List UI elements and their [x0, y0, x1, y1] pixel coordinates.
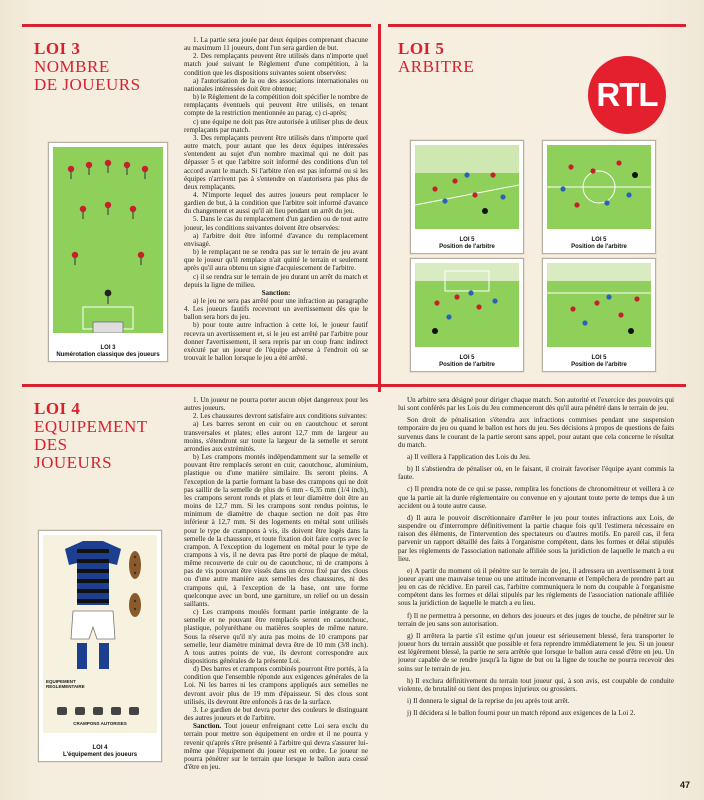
- paragraph: c) Il prendra note de ce qui se passe, remplira les fonctions de chronométreur et veillera à ce que la partie ait la durée réglementaire ou convenue en y ajoutant toute perte de temps due à un accident ou à toute autre cause.: [398, 485, 674, 510]
- referee-graphic-3: [415, 263, 519, 347]
- loi3-formation-card: [48, 142, 168, 362]
- loi3-number: LOI 3: [34, 39, 81, 58]
- middle-divider: [22, 384, 686, 387]
- caption-title: LOI 5: [591, 237, 607, 243]
- referee-graphic-2: [547, 145, 651, 229]
- paragraph: b) Il s'abstiendra de pénaliser où, en le faisant, il croirait favoriser l'équipe ayant commis la faute.: [398, 465, 674, 482]
- paragraph: c) il se rendra sur le terrain de jeu durant un arrêt du match et depuis la ligne de milieu.: [184, 272, 368, 289]
- loi4-title-line3: JOUEURS: [34, 452, 113, 472]
- caption-text: Position de l'arbitre: [439, 362, 495, 368]
- loi5-card-2-caption: [545, 237, 653, 251]
- rtl-logo: [588, 56, 666, 134]
- formation-illustration: [53, 147, 163, 333]
- paragraph: a) l'autorisation de la ou des associations internationales ou nationales intéressées doit être obtenue;: [184, 76, 368, 93]
- loi4-number: LOI 4: [34, 399, 81, 418]
- loi5-card-2: [542, 140, 656, 254]
- paragraph: h) Il exclura définitivement du terrain tout joueur qui, à son avis, est coupable de conduite violente, de brutalité ou tient des propos injurieux ou grossiers.: [398, 676, 674, 693]
- loi5-card-4-caption: [545, 355, 653, 369]
- referee-position-illustration: [415, 145, 519, 229]
- paragraph: j) Il décidera si le ballon fourni pour un match répond aux exigences de la Loi 2.: [407, 709, 636, 718]
- paragraph: 1. La partie sera jouée par deux équipes comprenant chacune au maximum 11 joueurs, dont l'un sera gardien de but.: [184, 36, 368, 53]
- caption-text: Position de l'arbitre: [439, 244, 495, 250]
- loi4-title-line1: EQUIPEMENT: [34, 416, 148, 436]
- top-divider-left: [22, 24, 371, 27]
- loi4-card-caption-text: L'équipement des joueurs: [62, 752, 138, 758]
- caption-text: Position de l'arbitre: [571, 362, 627, 368]
- paragraph: a) Il veillera à l'application des Lois du Jeu.: [407, 452, 531, 461]
- page-number: 47: [679, 780, 690, 790]
- paragraph: d) Il aura le pouvoir discrétionnaire d'arrêter le jeu pour toutes infractions aux Lois, de suspendre ou d'interrompre définitivement la partie chaque fois qu'il l'estimera nécessaire en raison des éléments, de l'intervention des spectateurs ou d'autres motifs. En pareil cas, il fera parvenir un rapport détaillé des faits à l'organisme compétent, dans les formes et délai stipulés par les règlements de l'association nationale affiliée sous la juridiction de laquelle le match a eu lieu.: [398, 513, 674, 563]
- loi4-equipment-card: [38, 530, 162, 762]
- loi3-text: [184, 36, 368, 380]
- loi4-text: [184, 396, 368, 772]
- referee-position-illustration: [547, 145, 651, 229]
- paragraph: 1. Un joueur ne pourra porter aucun objet dangereux pour les autres joueurs.: [184, 396, 368, 413]
- rtl-logo-text: RTL: [596, 76, 658, 113]
- caption-text: Position de l'arbitre: [571, 244, 627, 250]
- vertical-divider: [378, 24, 381, 392]
- formation-graphic: [53, 147, 163, 333]
- loi5-title: ARBITRE: [398, 56, 475, 76]
- loi5-number: LOI 5: [398, 39, 445, 58]
- paragraph: b) le Règlement de la compétition doit spécifier le nombre de remplaçants éventuels qui peuvent être utilisés, en tenant compte de la restriction mentionnée au parag. c) ci-après;: [184, 93, 368, 118]
- loi5-card-3: [410, 258, 524, 372]
- loi5-card-1-caption: [413, 237, 521, 251]
- paragraph: b) pour toute autre infraction à cette loi, le joueur fautif recevra un avertissement et, si le jeu est arrêté par l'arbitre pour donner l'avertissement, il sera repris par un coup franc indirect exécuté par un joueur de l'équipe adverse à l'endroit où se trouvait le ballon lorsque le jeu a été arrêté.: [184, 321, 368, 363]
- top-divider-right: [388, 24, 686, 27]
- paragraph: a) Les barres seront en cuir ou en caoutchouc et seront transversales et plates; elles auront 12,7 mm de largeur au moins, s'étendront sur toute la largeur de la semelle et seront arrondies aux extrémités.: [184, 420, 368, 453]
- caption-title: LOI 5: [459, 355, 475, 361]
- equipment-graphic: [43, 535, 157, 733]
- loi3-title-line2: DE JOUEURS: [34, 74, 141, 94]
- loi3-heading: [34, 40, 141, 94]
- paragraph: e) A partir du moment où il pénètre sur le terrain de jeu, il adressera un avertissement à tout joueur ayant une mauvaise tenue ou une attitude inconvenante et l'empêchera de prendre part au jeu en cas de récidive. En pareil cas, l'arbitre communiquera le nom du coupable à l'organisme compétent dans les formes et délai stipulés par les règlements de l'association nationale affiliée sous la juridiction de laquelle le match a eu lieu.: [398, 566, 674, 608]
- paragraph: 3. Le gardien de but devra porter des couleurs le distinguant des autres joueurs et de l'arbitre.: [184, 705, 368, 723]
- loi5-text: [398, 396, 674, 768]
- loi4-title-line2: DES: [34, 434, 68, 454]
- paragraph: i) Il donnera le signal de la reprise du jeu après tout arrêt.: [407, 697, 570, 705]
- paragraph: c) une équipe ne doit pas être autorisée à utiliser plus de deux remplaçants par match.: [184, 117, 368, 134]
- equipment-illustration: [43, 535, 157, 733]
- paragraph: 4. N'importe lequel des autres joueurs peut remplacer le gardien de but, à la condition que l'arbitre soit informé d'avance du changement et aussi qu'il ait lieu pendant un arrêt du jeu.: [184, 190, 368, 216]
- loi5-card-1: [410, 140, 524, 254]
- crampons-label: CRAMPONS AUTORISES: [73, 721, 127, 726]
- loi4-card-caption-title: LOI 4: [92, 745, 108, 751]
- paragraph: a) l'arbitre doit être informé d'avance du remplacement envisagé.: [184, 231, 368, 248]
- paragraph: a) le jeu ne sera pas arrêté pour une infraction au paragraphe 4. Les joueurs fautifs recevront un avertissement dès que le ballon sera hors du jeu.: [184, 297, 368, 322]
- caption-title: LOI 5: [459, 237, 475, 243]
- loi3-card-caption: [51, 345, 165, 359]
- paragraph: b) le remplaçant ne se rendra pas sur le terrain de jeu avant que le joueur qu'il remplace n'ait quitté le terrain et seulement après qu'il aura obtenu un signe d'acquiescement de l'arbitre.: [184, 248, 368, 273]
- loi5-card-4: [542, 258, 656, 372]
- paragraph: 5. Dans le cas du remplacement d'un gardien ou de tout autre joueur, les conditions suivantes doivent être observées:: [184, 215, 368, 232]
- caption-title: LOI 5: [591, 355, 607, 361]
- sanction-label: Sanction.: [193, 722, 222, 731]
- paragraph: 2. Des remplaçants peuvent être utilisés dans n'importe quel match joué suivant le Règlement d'une compétition, à la condition que les dispositions suivantes soient observées:: [184, 52, 368, 77]
- paragraph: g) Il arrêtera la partie s'il estime qu'un joueur est sérieusement blessé, fera transporter le joueur hors du terrain aussitôt que possible et fera reprendre immédiatement le jeu. Si un joueur est légèrement blessé, la partie ne sera arrêtée que lorsque le ballon aura cessé d'être en jeu. Un joueur capable de se rendre jusqu'à la ligne de but ou la ligne de touche ne pourra recevoir des soins sur le terrain de jeu.: [398, 631, 674, 673]
- paragraph: 2. Les chaussures devront satisfaire aux conditions suivantes:: [193, 412, 368, 421]
- paragraph: c) Les crampons moulés formant partie intégrante de la semelle et ne pouvant être remplacés seront en caoutchouc, plastique, polyuréthane ou matières souples de même nature. Sous la réserve qu'il n'y aura pas moins de 10 crampons par semelle, leur diamètre minimal devra être de 10 mm (3/8 inch). A tous autres points de vue, ils devront correspondre aux dispositions générales de la présente Loi.: [184, 608, 368, 665]
- paragraph: d) Des barres et crampons combinés pourront être portés, à la condition que l'ensemble réponde aux exigences générales de la Loi. Ni les barres ni les crampons appliqués aux semelles ne devront avoir plus de 19 mm d'épaisseur. Si des clous sont utilisés, ils devront être enfoncés à ras de la surface.: [184, 665, 368, 706]
- loi3-card-caption-text: Numérotation classique des joueurs: [56, 352, 160, 358]
- referee-graphic-4: [547, 263, 651, 347]
- loi4-card-caption: [41, 745, 159, 759]
- paragraph: f) Il ne permettra à personne, en dehors des joueurs et des juges de touche, de pénétrer sur le terrain de jeu sans son autorisation.: [398, 611, 674, 628]
- loi4-heading: [34, 400, 148, 471]
- loi3-title-line1: NOMBRE: [34, 56, 110, 76]
- paragraph: 3. Des remplaçants peuvent être utilisés dans n'importe quel autre match, pour autant que les deux équipes intéressées s'entendent au sujet d'un nombre maximal qui ne doit pas dépasser 5 et que l'arbitre soit informé des conditions d'un tel accord avant le match. Si l'arbitre n'en est pas informé ou si les équipes n'arrivent pas à s'entendre on n'autorisera pas plus de deux remplaçants.: [184, 133, 368, 191]
- referee-graphic-1: [415, 145, 519, 229]
- loi5-heading: [398, 40, 474, 76]
- equipment-label: EQUIPEMENT REGLEMENTAIRE: [46, 679, 85, 689]
- sanction-label: Sanction:: [261, 288, 291, 297]
- sanction-text: Tout joueur enfreignant cette Loi sera exclu du terrain pour mettre son équipement en ordre et il ne pourra y revenir qu'après s'être présenté à l'arbitre qui devra s'assurer lui-même que l'équipement du joueur est en ordre. Le joueur ne pourra pénétrer sur le terrain que lorsque le ballon aura cessé d'être en jeu.: [184, 722, 368, 772]
- loi3-card-caption-title: LOI 3: [100, 345, 116, 351]
- paragraph: Un arbitre sera désigné pour diriger chaque match. Son autorité et l'exercice des pouvoirs qui lui sont conférés par les Lois du Jeu commenceront dès qu'il aura pénétré dans le terrain de jeu.: [398, 396, 674, 413]
- referee-position-illustration: [547, 263, 651, 347]
- paragraph: Son droit de pénalisation s'étendra aux infractions commises pendant une suspension temporaire du jeu ou quand le ballon est hors du jeu. Ses décisions à propos de questions de faits survenus dans le courant de la partie seront sans appel, pour autant que cela concerne le résultat du match.: [398, 416, 674, 449]
- paragraph: b) Les crampons montés indépendamment sur la semelle et pouvant être remplacés seront en cuir, caoutchouc, aluminium, plastique ou d'une matière similaire. Ils seront pleins. A l'exception de la partie formant la base des crampons qui ne doit pas saillir de la semelle de plus de 6 mm - 6,35 mm (1/4 inch), les crampons seront ronds et plats et leur diamètre doit être au moins de 12,7 mm. Si les crampons sont rendus pointus, le minimum de diamètre de chaque section ne doit pas être inférieur à 12,7 mm. Si des logements en métal sont utilisés pour le type de crampons à vis, ils doivent être logés dans la semelle de la chaussure, et toute fixation doit faire corps avec le crampon. A l'exception du logement en métal pour le type de crampons à vis, il ne devra pas être porté de plaque de métal, même recouverte de cuir ou de caoutchouc, ni de crampons à pas de vis pouvant être vissés dans un écrou fixé par des clous ou d'une autre manière aux semelles des chaussures, ni des crampons qui, à l'exception de la base, ont une forme quelconque avec un bord, une garniture, un relief ou un dessin saillants.: [184, 453, 368, 608]
- loi5-card-3-caption: [413, 355, 521, 369]
- referee-position-illustration: [415, 263, 519, 347]
